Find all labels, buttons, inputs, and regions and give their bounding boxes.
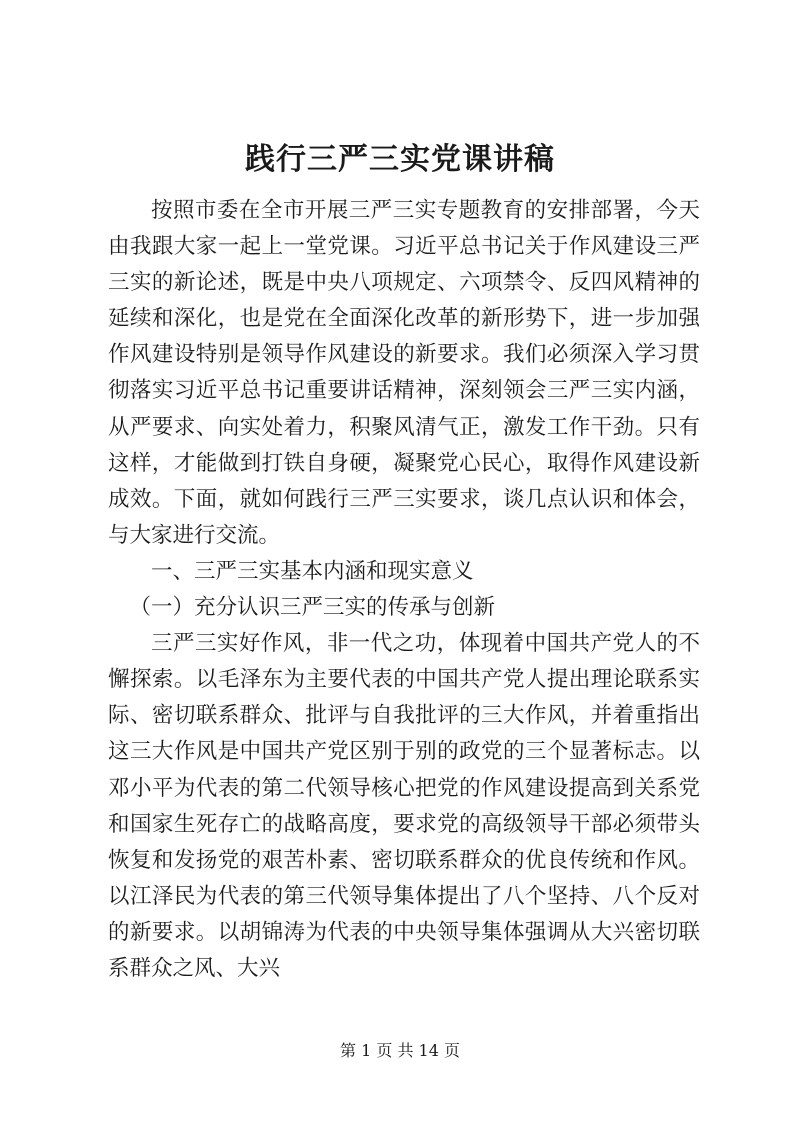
body-paragraph-intro: 按照市委在全市开展三严三实专题教育的安排部署，今天由我跟大家一起上一堂党课。习近平总书记关于作风建设三严三实的新论述，既是中央八项规定、六项禁令、反四风精神的延续和深化，也是党在全面深化改革的新形势下，进一步加强作风建设特别是领导作风建设的新要求。我们必须深入学习贯彻落实习近平总书记重要讲话精神，深刻领会三严三实内涵，从严要求、向实处着力，积聚风清气正，激发工作干劲。只有这样，才能做到打铁自身硬，凝聚党心民心，取得作风建设新成效。下面，就如何践行三严三实要求，谈几点认识和体会，与大家进行交流。 xyxy=(108,198,700,548)
page-number-footer: 第 1 页 共 14 页 xyxy=(340,1041,460,1060)
section-heading-1: 一、三严三实基本内涵和现实意义 xyxy=(151,558,474,584)
subsection-heading-1: （一）充分认识三严三实的传承与创新 xyxy=(129,595,496,621)
document-body xyxy=(108,193,700,987)
document-title: 践行三严三实党课讲稿 xyxy=(245,142,555,177)
body-paragraph-history: 三严三实好作风，非一代之功，体现着中国共产党人的不懈探索。以毛泽东为主要代表的中国共产党人提出理论联系实际、密切联系群众、批评与自我批评的三大作风，并着重指出这三大作风是中国共产党区别于别的政党的三个显著标志。以邓小平为代表的第二代领导核心把党的作风建设提高到关系党和国家生死存亡的战略高度，要求党的高级领导干部必须带头恢复和发扬党的艰苦朴素、密切联系群众的优良传统和作风。以江泽民为代表的第三代领导集体提出了八个坚持、八个反对的新要求。以胡锦涛为代表的中央领导集体强调从大兴密切联系群众之风、大兴 xyxy=(108,631,700,981)
